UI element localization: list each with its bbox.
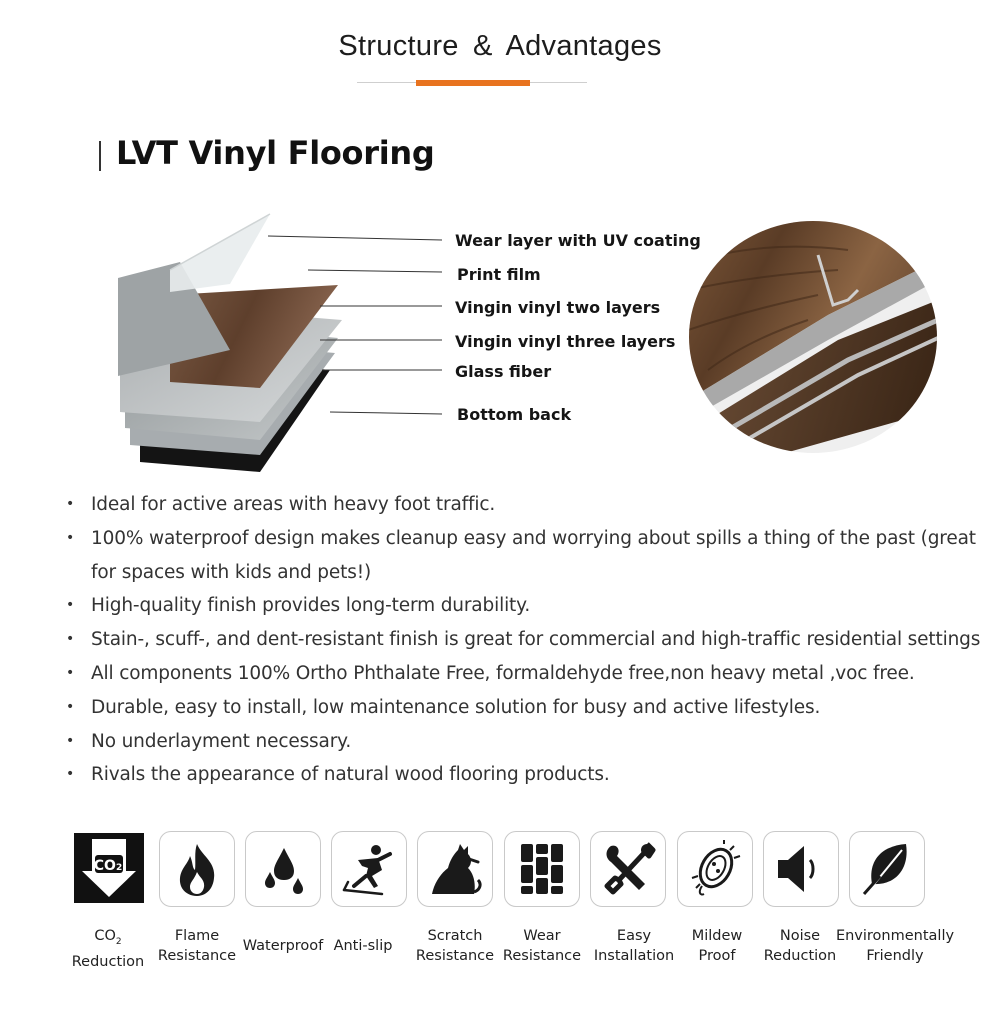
germ-icon <box>678 832 752 906</box>
layer-label-vinyl-two: Vingin vinyl two layers <box>455 298 661 317</box>
feature-wear <box>504 831 580 907</box>
section-marker <box>99 141 101 171</box>
feature-noise <box>763 831 839 907</box>
feature-label-waterproof: Waterproof <box>242 938 324 954</box>
feature-mildew <box>677 831 753 907</box>
header-title: Structure & Advantages <box>338 30 662 62</box>
list-item: • Stain-, scuff-, and dent-resistant finish is great for commercial and high-traffic residential settings <box>66 623 986 657</box>
feature-label-noise: Noise Reduction <box>763 928 837 964</box>
section-title: LVT Vinyl Flooring <box>116 134 435 172</box>
header-accent-bar <box>416 80 530 86</box>
list-item: • High-quality finish provides long-term durability. <box>66 589 986 623</box>
list-item: • Durable, easy to install, low maintenance solution for busy and active lifestyles. <box>66 691 986 725</box>
plank-closeup-image <box>688 220 938 455</box>
feature-label-co2: $CO_2$ Reduction <box>71 928 145 970</box>
layer-label-vinyl-three: Vingin vinyl three layers <box>455 332 676 351</box>
feature-co2 <box>72 831 148 907</box>
flame-icon <box>160 832 234 906</box>
list-item: • 100% waterproof design makes cleanup easy and worrying about spills a thing of the past (great for spaces with kids and pets!) <box>66 522 986 590</box>
co2-arrow-icon <box>72 831 146 905</box>
feature-label-wear: Wear Resistance <box>502 928 582 964</box>
layer-label-wear: Wear layer with UV coating <box>455 231 701 250</box>
list-item: • All components 100% Ortho Phthalate Free, formaldehyde free,non heavy metal ,voc free. <box>66 657 986 691</box>
list-item: • No underlayment necessary. <box>66 725 986 759</box>
feature-easy-install <box>590 831 666 907</box>
feature-label-scratch: Scratch Resistance <box>415 928 495 964</box>
layer-label-print-film: Print film <box>457 265 541 284</box>
cat-icon <box>418 832 492 906</box>
feature-flame <box>159 831 235 907</box>
feature-anti-slip <box>331 831 407 907</box>
skater-icon <box>332 832 406 906</box>
feature-scratch <box>417 831 493 907</box>
water-drops-icon <box>246 832 320 906</box>
speaker-icon <box>764 832 838 906</box>
layer-label-bottom-back: Bottom back <box>457 405 572 424</box>
feature-waterproof <box>245 831 321 907</box>
feature-label-easy-install: Easy Installation <box>593 928 675 964</box>
feature-label-eco: Environmentally Friendly <box>835 928 955 964</box>
layer-label-glass-fiber: Glass fiber <box>455 362 552 381</box>
list-item: • Rivals the appearance of natural wood flooring products. <box>66 758 986 792</box>
feature-label-mildew: Mildew Proof <box>691 928 743 964</box>
feature-eco <box>849 831 925 907</box>
tools-icon <box>591 832 665 906</box>
brick-wall-icon <box>505 832 579 906</box>
feature-label-anti-slip: Anti-slip <box>333 938 393 954</box>
feature-bullet-list <box>66 488 986 792</box>
svg-text:CO2: CO2 <box>93 858 123 874</box>
layer-diagram <box>110 200 701 490</box>
leaf-icon <box>850 832 924 906</box>
list-item: • Ideal for active areas with heavy foot traffic. <box>66 488 986 522</box>
feature-label-flame: Flame Resistance <box>157 928 237 964</box>
